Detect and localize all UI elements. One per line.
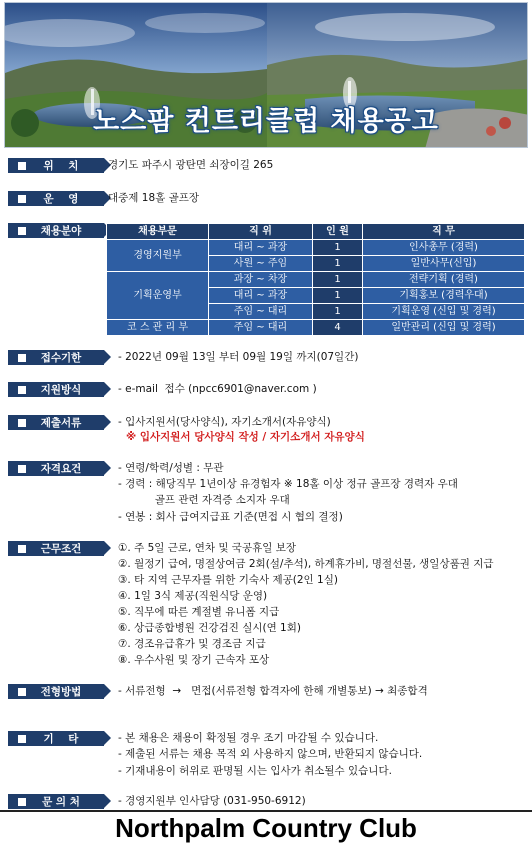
count-cell: 1 [313, 304, 363, 320]
footer-divider [0, 810, 532, 812]
operation-value: 대중제 18홀 골프장 [108, 192, 200, 204]
condition-item: ③. 타 지역 근무자를 위한 기숙사 제공(2인 1실) [118, 574, 338, 586]
selection-value: - 서류전형 → 면접(서류전형 합격자에 한해 개별통보) → 최종합격 [118, 685, 428, 697]
square-bullet-icon [18, 465, 26, 473]
duty-cell: 기획운영 (신입 및 경력) [363, 304, 525, 320]
duty-cell: 전략기획 (경력) [363, 272, 525, 288]
etc-line: - 기재내용이 허위로 판명될 시는 입사가 취소될수 있습니다. [118, 765, 392, 777]
location-value: 경기도 파주시 광탄면 쇠장이길 265 [108, 159, 274, 171]
condition-item: ⑦. 경조유급휴가 및 경조금 지급 [118, 638, 266, 650]
footer-club-name: Northpalm Country Club [115, 813, 417, 843]
square-bullet-icon [18, 419, 26, 427]
documents-label-bar [8, 415, 104, 430]
condition-item: ①. 주 5일 근로, 연차 및 국공휴일 보장 [118, 542, 296, 554]
square-bullet-icon [18, 735, 26, 743]
square-bullet-icon [18, 162, 26, 170]
method-label: 지원방식 [40, 384, 82, 396]
condition-item: ⑧. 우수사원 및 장기 근속자 포상 [118, 654, 270, 666]
arrow-right-icon [104, 794, 111, 808]
duty-cell: 일반관리 (신입 및 경력) [363, 320, 525, 336]
conditions-label-bar [8, 541, 104, 556]
table-header-row [107, 224, 525, 240]
recruit-table [106, 223, 525, 336]
contact-label-bar [8, 794, 104, 809]
table-row [107, 320, 525, 336]
period-label-bar [8, 350, 104, 365]
qualification-label: 자격요건 [40, 463, 82, 475]
square-bullet-icon [18, 386, 26, 394]
arrow-right-icon [104, 461, 111, 475]
period-value: - 2022년 09월 13일 부터 09월 19일 까지(07일간) [118, 351, 359, 363]
selection-label: 전형방법 [40, 686, 82, 698]
column-header: 채용부문 [107, 224, 209, 240]
position-cell: 주임 ~ 대리 [209, 320, 313, 336]
conditions-label: 근무조건 [40, 543, 82, 555]
recruit-label-bar [8, 223, 104, 238]
arrow-right-icon [104, 382, 111, 396]
arrow-right-icon [104, 731, 111, 745]
qualification-line: - 경력 : 해당직무 1년이상 유경험자 ※ 18홀 이상 정규 골프장 경력자 우대 [118, 478, 458, 490]
table-row [107, 240, 525, 256]
count-cell: 4 [313, 320, 363, 336]
selection-label-bar [8, 684, 104, 699]
position-cell: 사원 ~ 주임 [209, 256, 313, 272]
duty-cell: 일반사무(신입) [363, 256, 525, 272]
count-cell: 1 [313, 288, 363, 304]
operation-label: 운 영 [43, 193, 79, 205]
square-bullet-icon [18, 354, 26, 362]
position-cell: 대리 ~ 과장 [209, 240, 313, 256]
square-bullet-icon [18, 545, 26, 553]
arrow-right-icon [104, 350, 111, 364]
position-cell: 주임 ~ 대리 [209, 304, 313, 320]
arrow-right-icon [104, 684, 111, 698]
banner-title: 노스팜 컨트리클럽 채용공고 [93, 106, 439, 137]
etc-label: 기 타 [43, 733, 79, 745]
column-header: 직 위 [209, 224, 313, 240]
documents-note: ※ 입사지원서 당사양식 작성 / 자기소개서 자유양식 [126, 431, 365, 443]
square-bullet-icon [18, 195, 26, 203]
condition-item: ④. 1일 3식 제공(직원식당 운영) [118, 590, 268, 602]
contact-label: 문 의 처 [42, 796, 80, 808]
operation-label-bar [8, 191, 104, 206]
qualification-label-bar [8, 461, 104, 476]
period-label: 접수기한 [40, 352, 82, 364]
condition-item: ⑤. 직무에 따른 계절별 유니폼 지급 [118, 606, 280, 618]
etc-line: - 본 채용은 채용이 확정될 경우 조기 마감될 수 있습니다. [118, 732, 379, 744]
arrow-right-icon [104, 541, 111, 555]
position-cell: 대리 ~ 과장 [209, 288, 313, 304]
contact-value: - 경영지원부 인사담당 (031-950-6912) [118, 795, 306, 807]
duty-cell: 기획홍보 (경력우대) [363, 288, 525, 304]
position-cell: 과장 ~ 차장 [209, 272, 313, 288]
qualification-line: - 연봉 : 회사 급여지급표 기준(면접 시 협의 결정) [118, 511, 343, 523]
duty-cell: 인사총무 (경력) [363, 240, 525, 256]
header-banner [4, 2, 528, 148]
arrow-right-icon [104, 415, 111, 429]
location-label: 위 치 [43, 160, 79, 172]
square-bullet-icon [18, 227, 26, 235]
count-cell: 1 [313, 256, 363, 272]
documents-label: 제출서류 [40, 417, 82, 429]
table-row [107, 272, 525, 288]
column-header: 직 무 [363, 224, 525, 240]
qualification-line: - 연령/학력/성별 : 무관 [118, 462, 224, 474]
count-cell: 1 [313, 272, 363, 288]
location-label-bar [8, 158, 104, 173]
recruit-label: 채용분야 [40, 225, 82, 237]
condition-item: ②. 월정기 급여, 명절상여금 2회(설/추석), 하계휴가비, 명절선물, 생일상품권 지급 [118, 558, 494, 570]
column-header: 인 원 [313, 224, 363, 240]
square-bullet-icon [18, 798, 26, 806]
method-label-bar [8, 382, 104, 397]
dept-cell: 코 스 관 리 부 [107, 320, 209, 336]
qualification-line: 골프 관련 자격증 소지자 우대 [118, 494, 290, 506]
method-value: - e-mail 접수 (npcc6901@naver.com ) [118, 383, 317, 395]
documents-line: - 입사지원서(당사양식), 자기소개서(자유양식) [118, 416, 331, 428]
count-cell: 1 [313, 240, 363, 256]
square-bullet-icon [18, 688, 26, 696]
dept-cell: 기획운영부 [107, 272, 209, 320]
condition-item: ⑥. 상급종합병원 건강검진 실시(연 1회) [118, 622, 301, 634]
etc-line: - 제출된 서류는 채용 목적 외 사용하지 않으며, 반환되지 않습니다. [118, 748, 423, 760]
dept-cell: 경영지원부 [107, 240, 209, 272]
etc-label-bar [8, 731, 104, 746]
